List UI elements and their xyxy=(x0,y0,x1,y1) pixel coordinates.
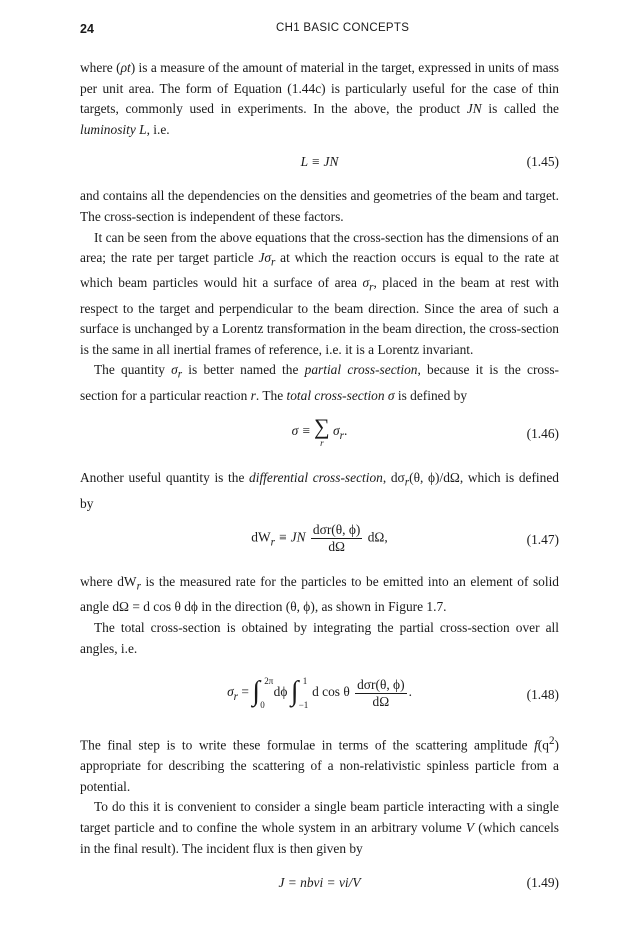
equation-number: (1.47) xyxy=(526,532,559,548)
paragraph-8: The final step is to write these formulae in terms of the scattering amplitude $f(q^2)$ appropriate for describing the scattering of a non-relativistic spinless particle from a potential. xyxy=(80,735,559,794)
fraction: $\frac{\text{dσr(θ, ϕ)}}{d\Omega}$ xyxy=(357,676,405,709)
paragraph-3: It can be seen from the above equations that the cross-section has the dimensions of an area; the rate per target particle $J\sigma_r$ at which the reaction occurs is equal to the rate at which beam particles would hit a surface of area $\sigma_r$, placed in the beam at rest with respect to the target and perpendicular to the beam direction. Since the area of such a surface is unchanged by a Lorentz transformation in the beam direction, the cross-section is the same in all inertial frames of reference, i.e. it is a Lorentz invariant. xyxy=(80,229,559,357)
equation-1-49 xyxy=(80,859,559,907)
page-body xyxy=(80,58,559,907)
paragraph-1: where (ρt) is a measure of the amount of material in the target, expressed in units of mass per unit area. The form of Equation (1.44c) is particularly useful for the case of thin targets, commonly used in experiments. In the above, the product JN is called the luminosity L, i.e. xyxy=(80,60,559,137)
equation-number: (1.46) xyxy=(526,426,559,442)
equation-number: (1.48) xyxy=(526,687,559,703)
integral-theta: ∫ 1 −1 xyxy=(290,676,309,710)
equation-math: J = nbvi = vi/V xyxy=(278,875,361,891)
equation-1-48: $\sigma_r$ = ∫ 2π 0 dϕ ∫ 1 −1 d cos θ $\frac{\text{dσr(θ, ϕ)}}{d\Omega}$ . (1.48) xyxy=(227,676,559,710)
paragraph-2: and contains all the dependencies on the densities and geometries of the beam and target. The cross-section is independent of these factors. xyxy=(80,188,559,224)
equation-1-47: $dW_r$ ≡ JN $\frac{\text{dσr(θ, ϕ)}}{d\Omega}$ dΩ, (1.47) xyxy=(251,522,559,555)
paragraph-9: To do this it is convenient to consider a single beam particle interacting with a single target particle and to confine the whole system in an arbitrary volume V (which cancels in the final result). The incident flux is then given by xyxy=(80,799,559,856)
equation-1-46: σ ≡ ∑ r $\sigma_r$. (1.46) xyxy=(291,414,559,449)
paragraph-7: The total cross-section is obtained by integrating the partial cross-section over all angles, i.e. xyxy=(80,620,559,656)
equation-math: L ≡ JN xyxy=(300,154,339,170)
equation-number: (1.45) xyxy=(526,154,559,170)
page-number: 24 xyxy=(80,22,94,36)
fraction: $\frac{\text{dσr(θ, ϕ)}}{d\Omega}$ xyxy=(312,522,361,555)
equation-1-45 xyxy=(80,140,559,186)
running-title: CH1 BASIC CONCEPTS xyxy=(276,22,410,34)
equation-number: (1.49) xyxy=(526,875,559,891)
sum-symbol: ∑ r xyxy=(314,414,330,449)
paragraph-5: Another useful quantity is the differential cross-section, $d\sigma_r(\theta$, ϕ)/dΩ, which is defined by xyxy=(80,470,559,511)
paragraph-4: The quantity $\sigma_r$ is better named the partial cross-section, because it is the cross-section for a particular reaction r. The total cross-section σ is defined by xyxy=(80,362,559,403)
integral-phi: ∫ 2π 0 xyxy=(252,676,274,710)
running-header xyxy=(80,22,560,40)
paragraph-6: where $dW_r$ is the measured rate for the particles to be emitted into an element of solid angle dΩ = d cos θ dϕ in the direction (θ, ϕ), as shown in Figure 1.7. xyxy=(80,574,559,615)
